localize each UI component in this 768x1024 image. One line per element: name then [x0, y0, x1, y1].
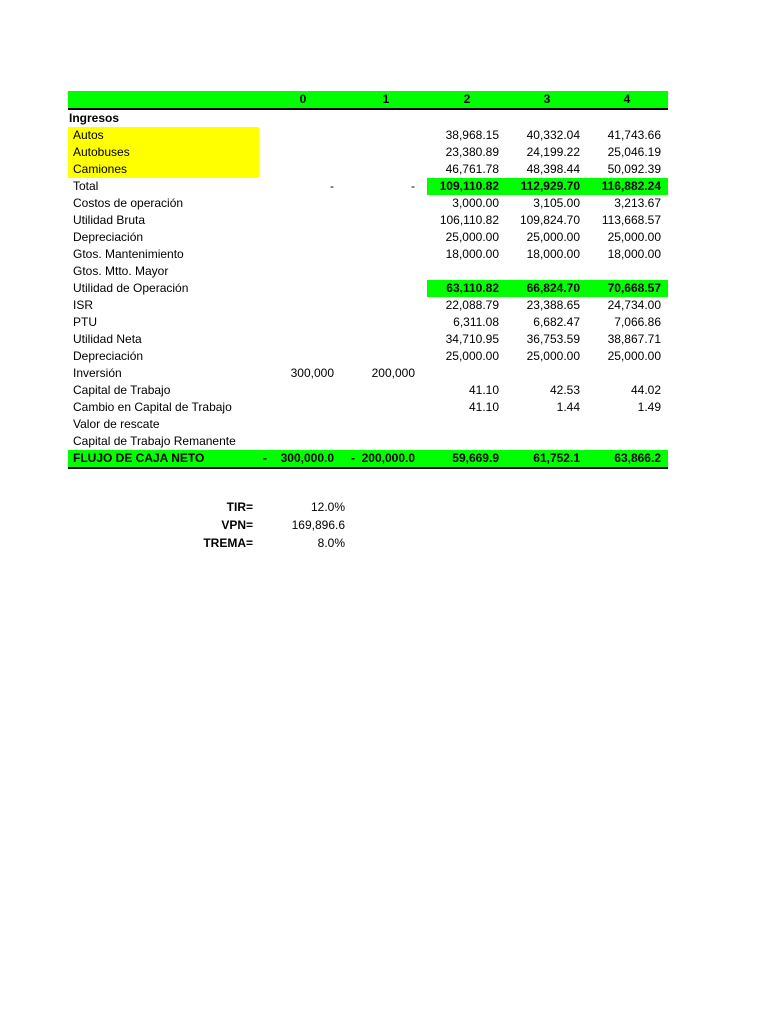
cell-period-4: 113,668.57	[601, 213, 661, 227]
net-cash-flow-sign-1: -	[351, 451, 355, 465]
cell-period-3: 40,332.04	[526, 128, 580, 142]
table-row-autos	[68, 127, 668, 144]
table-row-inversion	[68, 365, 668, 382]
cell-period-2: 63,110.82	[446, 281, 499, 295]
table-row-capital-trabajo	[68, 382, 668, 399]
row-label: Autos	[73, 128, 104, 142]
row-label: ISR	[73, 298, 94, 312]
row-label: Gtos. Mantenimiento	[73, 247, 184, 261]
cell-period-3: 1.44	[556, 400, 580, 414]
cell-period-3: 36,753.59	[526, 332, 580, 346]
cell-period-4: 50,092.39	[607, 162, 661, 176]
cell-period-4: 18,000.00	[607, 247, 661, 261]
column-header-0: 0	[299, 92, 307, 106]
data-rows	[68, 127, 668, 450]
table-row-valor-rescate	[68, 416, 668, 433]
cell-period-2: 23,380.89	[445, 145, 499, 159]
table-row-camiones	[68, 161, 668, 178]
row-label: Gtos. Mtto. Mayor	[73, 264, 169, 278]
cell-period-2: 25,000.00	[445, 349, 499, 363]
row-label: PTU	[73, 315, 97, 329]
cell-period-3: 48,398.44	[526, 162, 580, 176]
cell-period-4: 7,066.86	[614, 315, 661, 329]
cell-period-2: 38,968.15	[445, 128, 499, 142]
column-header-4: 4	[623, 92, 631, 106]
column-header-row	[68, 91, 668, 110]
table-row-cambio-capital	[68, 399, 668, 416]
row-label: Utilidad de Operación	[73, 281, 189, 295]
cell-period-3: 24,199.22	[526, 145, 580, 159]
cell-period-0: -	[330, 179, 334, 193]
cell-period-3: 109,824.70	[519, 213, 580, 227]
table-row-utilidad-operacion	[68, 280, 668, 297]
row-label: Cambio en Capital de Trabajo	[73, 400, 232, 414]
column-header-2: 2	[463, 92, 471, 106]
indicator-label: VPN=	[221, 518, 253, 532]
row-label: Inversión	[73, 366, 122, 380]
indicator-vpn	[0, 516, 768, 534]
net-cash-flow-value-1: 200,000.0	[361, 451, 415, 465]
cell-period-4: 3,213.67	[614, 196, 661, 210]
cell-period-2: 109,110.82	[439, 179, 499, 193]
cell-period-4: 70,668.57	[607, 281, 661, 295]
cell-period-3: 18,000.00	[526, 247, 580, 261]
row-label: Depreciación	[73, 230, 144, 244]
cell-period-4: 116,882.24	[601, 179, 661, 193]
column-header-3: 3	[543, 92, 551, 106]
row-label: Total	[73, 179, 99, 193]
financial-indicators	[0, 498, 768, 552]
row-label: Utilidad Bruta	[73, 213, 146, 227]
cell-period-4: 38,867.71	[607, 332, 661, 346]
net-cash-flow-value-3: 61,752.1	[533, 451, 580, 465]
cell-period-4: 25,000.00	[607, 349, 661, 363]
cell-period-3: 6,682.47	[533, 315, 580, 329]
table-row-costos-operacion	[68, 195, 668, 212]
table-row-utilidad-neta	[68, 331, 668, 348]
cell-period-4: 25,000.00	[607, 230, 661, 244]
cash-flow-sheet	[68, 91, 668, 469]
cell-period-3: 42.53	[549, 383, 580, 397]
section-title: Ingresos	[69, 111, 120, 125]
table-row-gtos-mtto-mayor	[68, 263, 668, 280]
net-cash-flow-value-0: 300,000.0	[280, 451, 334, 465]
column-header-1: 1	[382, 92, 390, 106]
row-label: Capital de Trabajo Remanente	[73, 434, 236, 448]
net-cash-flow-row	[68, 450, 668, 469]
row-label: Depreciación	[73, 349, 144, 363]
row-label: Valor de rescate	[73, 417, 160, 431]
row-label: Camiones	[73, 162, 128, 176]
cell-period-2: 3,000.00	[452, 196, 499, 210]
cell-period-0: 300,000	[290, 366, 334, 380]
indicator-value: 12.0%	[310, 500, 345, 514]
indicator-label: TREMA=	[203, 536, 253, 550]
cell-period-2: 18,000.00	[445, 247, 499, 261]
cell-period-2: 22,088.79	[445, 298, 499, 312]
cell-period-3: 25,000.00	[526, 230, 580, 244]
row-label: Autobuses	[73, 145, 130, 159]
table-row-utilidad-bruta	[68, 212, 668, 229]
cell-period-4: 25,046.19	[607, 145, 661, 159]
cell-period-4: 24,734.00	[607, 298, 661, 312]
table-row-gtos-mantenimiento	[68, 246, 668, 263]
cell-period-1: 200,000	[371, 366, 415, 380]
net-cash-flow-value-4: 63,866.2	[614, 451, 661, 465]
section-title-row	[68, 110, 668, 127]
table-row-autobuses	[68, 144, 668, 161]
cell-period-4: 41,743.66	[607, 128, 661, 142]
cell-period-3: 3,105.00	[533, 196, 580, 210]
cell-period-2: 41.10	[468, 400, 499, 414]
cell-period-4: 44.02	[630, 383, 661, 397]
net-cash-flow-label: FLUJO DE CAJA NETO	[73, 451, 205, 465]
cell-period-1: -	[411, 179, 415, 193]
table-row-depreciacion-1	[68, 229, 668, 246]
table-row-ptu	[68, 314, 668, 331]
cell-period-4: 1.49	[637, 400, 661, 414]
indicator-label: TIR=	[226, 500, 253, 514]
table-row-capital-remanente	[68, 433, 668, 450]
cell-period-2: 25,000.00	[445, 230, 499, 244]
net-cash-flow-value-2: 59,669.9	[452, 451, 499, 465]
net-cash-flow-sign-0: -	[263, 451, 267, 465]
row-label: Capital de Trabajo	[73, 383, 171, 397]
cell-period-2: 106,110.82	[439, 213, 499, 227]
cell-period-3: 112,929.70	[520, 179, 580, 193]
cell-period-2: 34,710.95	[445, 332, 499, 346]
table-row-total	[68, 178, 668, 195]
row-label: Utilidad Neta	[73, 332, 142, 346]
cell-period-2: 41.10	[468, 383, 499, 397]
indicator-value: 8.0%	[317, 536, 345, 550]
cell-period-3: 23,388.65	[526, 298, 580, 312]
cell-period-3: 25,000.00	[526, 349, 580, 363]
table-row-isr	[68, 297, 668, 314]
indicator-trema	[0, 534, 768, 552]
row-label: Costos de operación	[73, 196, 184, 210]
cell-period-2: 46,761.78	[445, 162, 499, 176]
cell-period-2: 6,311.08	[453, 315, 499, 329]
cell-period-3: 66,824.70	[526, 281, 580, 295]
indicator-tir	[0, 498, 768, 516]
indicator-value: 169,896.6	[291, 518, 345, 532]
table-row-depreciacion-2	[68, 348, 668, 365]
